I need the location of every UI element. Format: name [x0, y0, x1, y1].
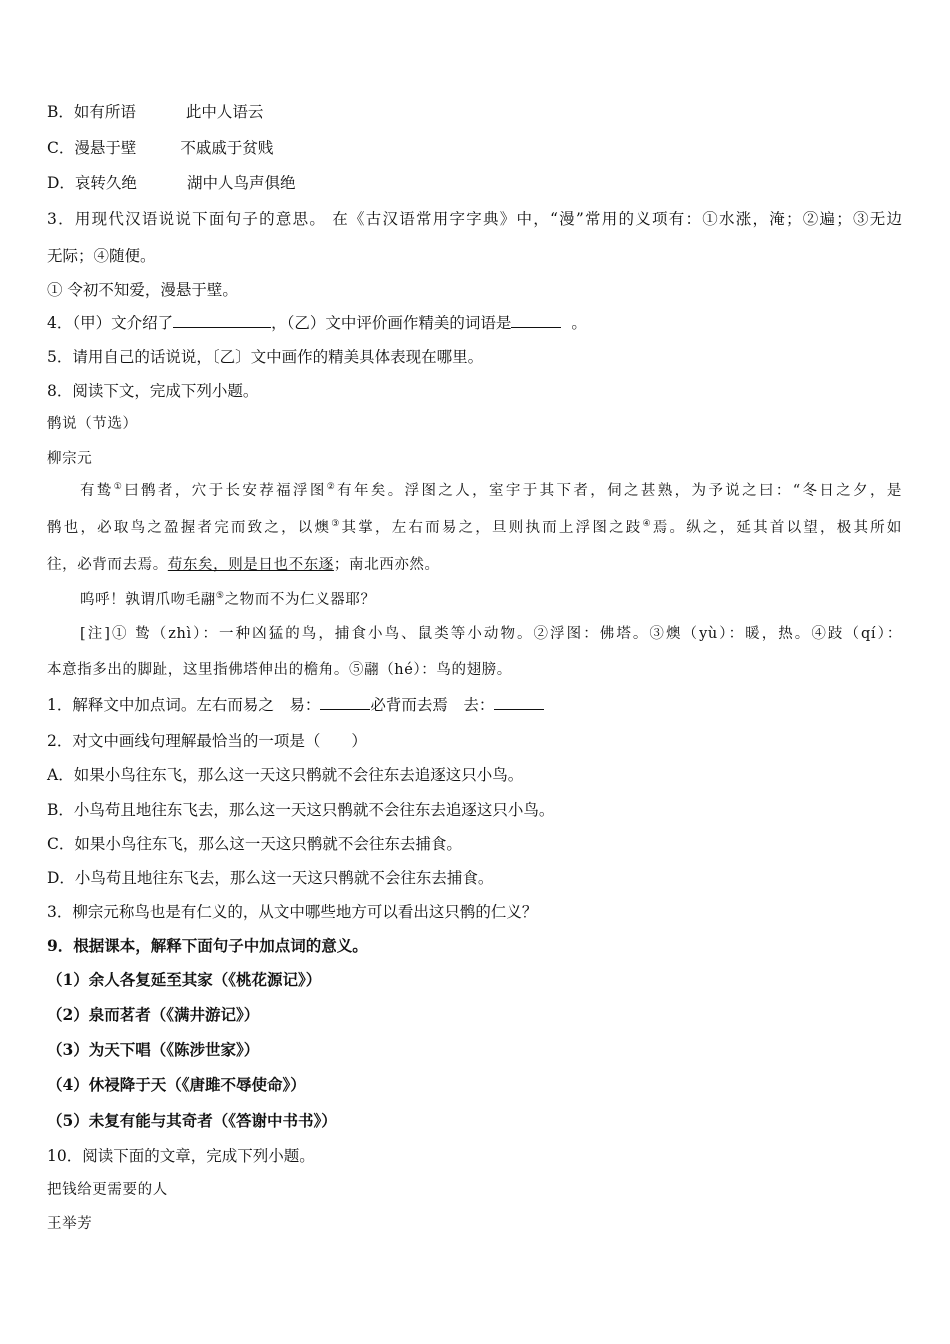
text-span: 曰鹘者，穴于长安荐福浮图 [124, 483, 327, 499]
choice-d: D．小鸟苟且地往东飞去，那么这一天这只鹘就不会往东去捕食。 [47, 869, 494, 887]
question-4-part-a: 4．（甲）文介绍了 [47, 314, 174, 332]
passage-author: 柳宗元 [47, 451, 93, 467]
answer-blank[interactable] [511, 313, 561, 328]
answer-blank[interactable] [173, 313, 271, 328]
underlined-sentence: 苟东矣，则是日也不东逐 [167, 557, 334, 573]
sub-question-2: 2．对文中画线句理解最恰当的一项是（ ） [47, 732, 367, 750]
question-9-title: 9．根据课本，解释下面句子中加点词的意义。 [47, 936, 368, 955]
question-3-line1: 3．用现代汉语说说下面句子的意思。 在《古汉语常用字字典》中，“漫”常用的义项有：①水涨，淹；②遍；③无边 [47, 210, 902, 228]
question-9-item: （2）泉而茗者（《满井游记》） [47, 1005, 260, 1024]
sub-question-3: 3．柳宗元称鸟也是有仁义的，从文中哪些地方可以看出这只鹘的仁义？ [47, 903, 538, 921]
question-4-part-b: ，（乙）文中评价画作精美的词语是 [271, 314, 512, 332]
question-5: 5．请用自己的话说说，〔乙〕文中画作的精美具体表现在哪里。 [47, 348, 484, 366]
question-4 [47, 313, 587, 333]
option-b-row [47, 102, 263, 122]
text-span: 其掌，左右而易之，旦则执而上浮图之跂 [341, 520, 643, 536]
footnote-mark: ① [113, 482, 125, 493]
article-author: 王举芳 [47, 1216, 93, 1232]
footnote-mark: ② [326, 482, 338, 493]
passage-p1-line1 [80, 481, 902, 501]
sub-question-1 [47, 695, 544, 715]
text-span: 必背而去焉 去： [370, 696, 495, 714]
question-9-item: （3）为天下唱（《陈涉世家》） [47, 1040, 260, 1059]
text-span: 之物而不为仁义器耶？ [224, 592, 376, 608]
question-4-part-c: 。 [571, 314, 587, 332]
question-8-intro: 8．阅读下文，完成下列小题。 [47, 382, 259, 400]
text-span: 焉。纵之，延其首以望，极其所如 [652, 520, 902, 536]
passage-p1-line3 [47, 555, 440, 575]
footnote-mark: ③ [331, 519, 342, 530]
option-c-left: C．漫悬于壁 [47, 139, 137, 157]
option-d-left: D．哀转久绝 [47, 174, 137, 192]
article-title: 把钱给更需要的人 [47, 1182, 168, 1198]
choice-a: A．如果小鸟往东飞，那么这一天这只鹘就不会往东去追逐这只小鸟。 [47, 766, 524, 784]
question-9-item: （4）休祲降于天（《唐雎不辱使命》） [47, 1075, 306, 1094]
question-3-sentence: ① 令初不知爱，漫悬于壁。 [47, 281, 238, 299]
choice-b: B．小鸟苟且地往东飞去，那么这一天这只鹘就不会往东去追逐这只小鸟。 [47, 801, 555, 819]
passage-title: 鹘说（节选） [47, 416, 138, 432]
text-span: 有年矣。浮图之人，室宇于其下者，伺之甚熟，为予说之曰：“冬日之夕，是 [337, 483, 903, 499]
option-d-row [47, 173, 295, 193]
notes-line1: [注]① 鸷（zhì）：一种凶猛的鸟，捕食小鸟、鼠类等小动物。②浮图：佛塔。③燠（yù）：暖，热。④跂（qí）： [80, 626, 902, 642]
text-span: 往，必背而去焉。 [47, 557, 168, 573]
footnote-mark: ⑤ [215, 591, 225, 602]
answer-blank[interactable] [494, 695, 544, 710]
footnote-mark: ④ [642, 519, 653, 530]
option-c-right: 不戚戚于贫贱 [180, 139, 274, 157]
question-9-item: （5）未复有能与其奇者（《答谢中书书》） [47, 1111, 337, 1130]
text-span: 1．解释文中加点词。左右而易之 易： [47, 696, 321, 714]
question-3-line2: 无际；④随便。 [47, 247, 156, 265]
option-d-right: 湖中人鸟声俱绝 [186, 174, 296, 192]
text-span: 鹘也，必取鸟之盈握者完而致之，以燠 [47, 520, 332, 536]
option-c-row [47, 138, 273, 158]
answer-blank[interactable] [320, 695, 370, 710]
text-span: 有鸷 [80, 483, 114, 499]
text-span: 呜呼！孰谓爪吻毛翮 [80, 592, 216, 608]
question-10-intro: 10．阅读下面的文章，完成下列小题。 [47, 1147, 315, 1165]
passage-p1-line2 [47, 518, 902, 538]
question-9-item: （1）余人各复延至其家（《桃花源记》） [47, 970, 322, 989]
option-b-right: 此中人语云 [185, 103, 264, 121]
text-span: ；南北西亦然。 [333, 557, 440, 573]
notes-line2: 本意指多出的脚趾，这里指佛塔伸出的檐角。⑤翮（hé）：鸟的翅膀。 [47, 662, 512, 678]
choice-c: C．如果小鸟往东飞，那么这一天这只鹘就不会往东去捕食。 [47, 835, 462, 853]
option-b-left: B．如有所语 [47, 103, 136, 121]
passage-p2 [80, 590, 376, 610]
